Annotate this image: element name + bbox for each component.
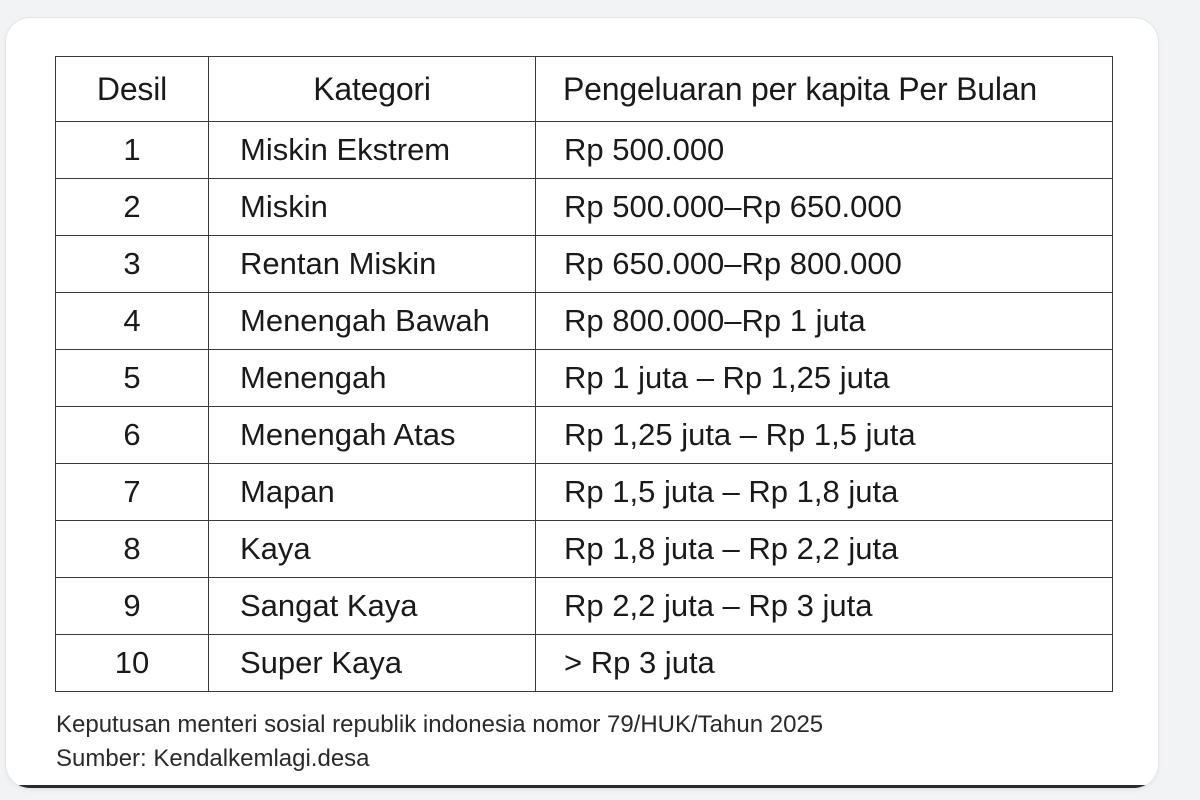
header-desil: Desil	[56, 57, 209, 122]
cell-kategori: Menengah	[209, 350, 536, 407]
table-row	[56, 464, 1113, 521]
table-row	[56, 350, 1113, 407]
cell-desil: 6	[56, 407, 209, 464]
cell-pengeluaran: Rp 1,25 juta – Rp 1,5 juta	[536, 407, 1113, 464]
cell-pengeluaran: Rp 1,8 juta – Rp 2,2 juta	[536, 521, 1113, 578]
cell-desil: 2	[56, 179, 209, 236]
table-row	[56, 122, 1113, 179]
table-row	[56, 635, 1113, 692]
cell-pengeluaran: Rp 500.000–Rp 650.000	[536, 179, 1113, 236]
cell-desil: 4	[56, 293, 209, 350]
cell-pengeluaran: Rp 650.000–Rp 800.000	[536, 236, 1113, 293]
table-row	[56, 179, 1113, 236]
bottom-border	[6, 785, 1158, 788]
table-body	[56, 122, 1113, 692]
cell-desil: 3	[56, 236, 209, 293]
cell-pengeluaran: Rp 500.000	[536, 122, 1113, 179]
cell-pengeluaran: Rp 1,5 juta – Rp 1,8 juta	[536, 464, 1113, 521]
cell-pengeluaran: Rp 800.000–Rp 1 juta	[536, 293, 1113, 350]
table-row	[56, 521, 1113, 578]
cell-desil: 7	[56, 464, 209, 521]
cell-kategori: Menengah Bawah	[209, 293, 536, 350]
table-row	[56, 293, 1113, 350]
cell-kategori: Mapan	[209, 464, 536, 521]
header-row	[56, 57, 1113, 122]
cell-desil: 1	[56, 122, 209, 179]
table-row	[56, 236, 1113, 293]
cell-desil: 5	[56, 350, 209, 407]
reference-note: Keputusan menteri sosial republik indonesia nomor 79/HUK/Tahun 2025	[56, 711, 824, 738]
cell-pengeluaran: > Rp 3 juta	[536, 635, 1113, 692]
cell-desil: 9	[56, 578, 209, 635]
source-note: Sumber: Kendalkemlagi.desa	[56, 745, 370, 772]
header-pengeluaran: Pengeluaran per kapita Per Bulan	[536, 57, 1113, 122]
cell-pengeluaran: Rp 2,2 juta – Rp 3 juta	[536, 578, 1113, 635]
cell-kategori: Super Kaya	[209, 635, 536, 692]
cell-kategori: Sangat Kaya	[209, 578, 536, 635]
table-row	[56, 578, 1113, 635]
cell-kategori: Menengah Atas	[209, 407, 536, 464]
cell-desil: 10	[56, 635, 209, 692]
footnotes	[56, 708, 823, 776]
cell-kategori: Miskin Ekstrem	[209, 122, 536, 179]
image-card	[6, 18, 1158, 788]
cell-pengeluaran: Rp 1 juta – Rp 1,25 juta	[536, 350, 1113, 407]
table-row	[56, 407, 1113, 464]
header-kategori: Kategori	[209, 57, 536, 122]
cell-kategori: Kaya	[209, 521, 536, 578]
decile-table	[55, 56, 1113, 692]
cell-desil: 8	[56, 521, 209, 578]
cell-kategori: Miskin	[209, 179, 536, 236]
table-header	[56, 57, 1113, 122]
cell-kategori: Rentan Miskin	[209, 236, 536, 293]
